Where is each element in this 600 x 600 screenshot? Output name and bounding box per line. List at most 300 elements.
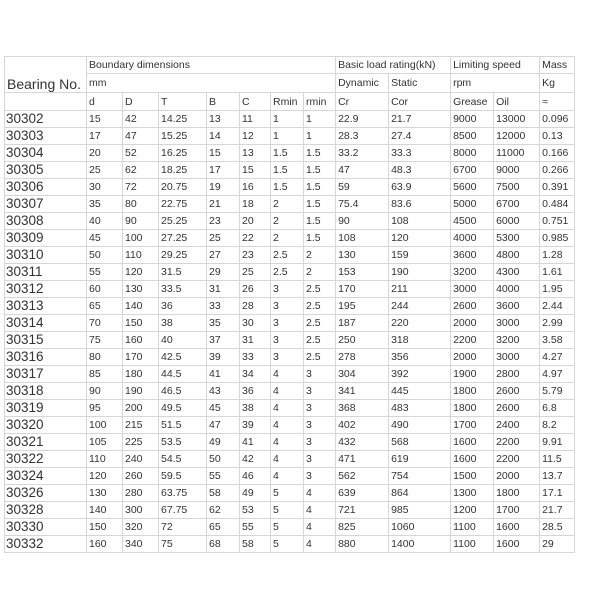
cell-Cr: 90: [336, 213, 389, 230]
cell-grease-speed: 1800: [451, 383, 494, 400]
cell-mass: 8.2: [540, 417, 575, 434]
cell-Cr: 153: [336, 264, 389, 281]
cell-d: 30: [87, 179, 123, 196]
cell-Rmin: 2: [271, 213, 304, 230]
cell-D: 130: [123, 281, 159, 298]
cell-oil-speed: 2600: [494, 400, 540, 417]
cell-rmin: 1.5: [304, 196, 336, 213]
table-row: [5, 519, 575, 536]
symbol-C: C: [240, 93, 271, 111]
cell-C: 41: [240, 434, 271, 451]
cell-Rmin: 3: [271, 315, 304, 332]
cell-B: 47: [207, 417, 240, 434]
cell-B: 58: [207, 485, 240, 502]
symbol-D: D: [123, 93, 159, 111]
cell-bearing-no: 30304: [5, 145, 87, 162]
cell-Rmin: 4: [271, 383, 304, 400]
cell-D: 170: [123, 349, 159, 366]
table-row: [5, 298, 575, 315]
cell-oil-speed: 7500: [494, 179, 540, 196]
cell-Rmin: 4: [271, 468, 304, 485]
cell-mass: 0.985: [540, 230, 575, 247]
symbol-oil: Oil: [494, 93, 540, 111]
cell-rmin: 3: [304, 468, 336, 485]
cell-Cor: 985: [389, 502, 451, 519]
cell-d: 40: [87, 213, 123, 230]
cell-bearing-no: 30332: [5, 536, 87, 553]
table-row: [5, 332, 575, 349]
cell-rmin: 3: [304, 451, 336, 468]
cell-T: 38: [159, 315, 207, 332]
table-row: [5, 536, 575, 553]
cell-oil-speed: 1600: [494, 519, 540, 536]
cell-Cr: 304: [336, 366, 389, 383]
cell-rmin: 2.5: [304, 281, 336, 298]
cell-Rmin: 4: [271, 451, 304, 468]
cell-Cor: 445: [389, 383, 451, 400]
cell-oil-speed: 2600: [494, 383, 540, 400]
cell-grease-speed: 2200: [451, 332, 494, 349]
cell-B: 27: [207, 247, 240, 264]
cell-T: 27.25: [159, 230, 207, 247]
cell-grease-speed: 1100: [451, 519, 494, 536]
cell-C: 34: [240, 366, 271, 383]
cell-Cr: 402: [336, 417, 389, 434]
cell-grease-speed: 3600: [451, 247, 494, 264]
cell-bearing-no: 30310: [5, 247, 87, 264]
cell-rmin: 3: [304, 366, 336, 383]
cell-rmin: 2.5: [304, 298, 336, 315]
cell-T: 63.75: [159, 485, 207, 502]
cell-rmin: 1.5: [304, 145, 336, 162]
cell-d: 80: [87, 349, 123, 366]
cell-C: 53: [240, 502, 271, 519]
cell-Cor: 220: [389, 315, 451, 332]
cell-C: 28: [240, 298, 271, 315]
cell-Cor: 864: [389, 485, 451, 502]
cell-B: 50: [207, 451, 240, 468]
cell-bearing-no: 30321: [5, 434, 87, 451]
cell-T: 36: [159, 298, 207, 315]
cell-C: 13: [240, 145, 271, 162]
symbol-Rmin: Rmin: [271, 93, 304, 111]
cell-mass: 0.266: [540, 162, 575, 179]
cell-Cr: 471: [336, 451, 389, 468]
cell-Rmin: 5: [271, 502, 304, 519]
cell-Cr: 170: [336, 281, 389, 298]
cell-Cor: 27.4: [389, 128, 451, 145]
cell-bearing-no: 30311: [5, 264, 87, 281]
cell-D: 90: [123, 213, 159, 230]
cell-D: 180: [123, 366, 159, 383]
cell-mass: 4.97: [540, 366, 575, 383]
cell-T: 14.25: [159, 111, 207, 128]
table-row: [5, 502, 575, 519]
cell-D: 340: [123, 536, 159, 553]
limiting-speed-header: Limiting speed: [451, 57, 540, 74]
cell-mass: 0.751: [540, 213, 575, 230]
cell-Cr: 130: [336, 247, 389, 264]
cell-oil-speed: 2200: [494, 451, 540, 468]
cell-D: 47: [123, 128, 159, 145]
cell-bearing-no: 30312: [5, 281, 87, 298]
cell-grease-speed: 5000: [451, 196, 494, 213]
cell-mass: 17.1: [540, 485, 575, 502]
cell-D: 150: [123, 315, 159, 332]
cell-C: 39: [240, 417, 271, 434]
cell-T: 29.25: [159, 247, 207, 264]
cell-rmin: 4: [304, 519, 336, 536]
cell-bearing-no: 30302: [5, 111, 87, 128]
cell-rmin: 1.5: [304, 179, 336, 196]
cell-T: 59.5: [159, 468, 207, 485]
cell-oil-speed: 1700: [494, 502, 540, 519]
boundary-unit: mm: [87, 74, 336, 93]
cell-d: 140: [87, 502, 123, 519]
cell-bearing-no: 30303: [5, 128, 87, 145]
cell-bearing-no: 30320: [5, 417, 87, 434]
table-row: [5, 451, 575, 468]
symbol-d: d: [87, 93, 123, 111]
cell-oil-speed: 3200: [494, 332, 540, 349]
cell-d: 15: [87, 111, 123, 128]
cell-bearing-no: 30326: [5, 485, 87, 502]
cell-T: 33.5: [159, 281, 207, 298]
cell-grease-speed: 4000: [451, 230, 494, 247]
cell-Cr: 432: [336, 434, 389, 451]
cell-oil-speed: 1800: [494, 485, 540, 502]
cell-Cr: 880: [336, 536, 389, 553]
table-row: [5, 213, 575, 230]
cell-B: 68: [207, 536, 240, 553]
cell-rmin: 2: [304, 264, 336, 281]
cell-Cor: 490: [389, 417, 451, 434]
cell-B: 23: [207, 213, 240, 230]
cell-rmin: 2: [304, 247, 336, 264]
cell-oil-speed: 4300: [494, 264, 540, 281]
cell-B: 49: [207, 434, 240, 451]
cell-T: 31.5: [159, 264, 207, 281]
cell-grease-speed: 2000: [451, 315, 494, 332]
cell-Cor: 244: [389, 298, 451, 315]
cell-mass: 0.096: [540, 111, 575, 128]
cell-Cr: 22.9: [336, 111, 389, 128]
cell-B: 45: [207, 400, 240, 417]
cell-B: 39: [207, 349, 240, 366]
table-row: [5, 179, 575, 196]
cell-D: 120: [123, 264, 159, 281]
cell-oil-speed: 4800: [494, 247, 540, 264]
cell-grease-speed: 1600: [451, 451, 494, 468]
cell-Cr: 195: [336, 298, 389, 315]
cell-Cr: 721: [336, 502, 389, 519]
symbol-B: B: [207, 93, 240, 111]
cell-Rmin: 3: [271, 298, 304, 315]
cell-grease-speed: 9000: [451, 111, 494, 128]
cell-d: 120: [87, 468, 123, 485]
cell-C: 38: [240, 400, 271, 417]
cell-d: 160: [87, 536, 123, 553]
cell-d: 75: [87, 332, 123, 349]
cell-d: 110: [87, 451, 123, 468]
cell-mass: 0.13: [540, 128, 575, 145]
cell-grease-speed: 6700: [451, 162, 494, 179]
cell-rmin: 3: [304, 383, 336, 400]
cell-rmin: 2.5: [304, 332, 336, 349]
cell-bearing-no: 30318: [5, 383, 87, 400]
cell-bearing-no: 30324: [5, 468, 87, 485]
cell-Rmin: 2: [271, 230, 304, 247]
cell-rmin: 1.5: [304, 162, 336, 179]
cell-Cr: 28.3: [336, 128, 389, 145]
cell-Cr: 187: [336, 315, 389, 332]
cell-B: 14: [207, 128, 240, 145]
cell-Cor: 392: [389, 366, 451, 383]
cell-Rmin: 1: [271, 111, 304, 128]
cell-rmin: 4: [304, 485, 336, 502]
cell-oil-speed: 3600: [494, 298, 540, 315]
cell-B: 21: [207, 196, 240, 213]
cell-D: 320: [123, 519, 159, 536]
cell-d: 17: [87, 128, 123, 145]
cell-bearing-no: 30313: [5, 298, 87, 315]
table-row: [5, 281, 575, 298]
cell-mass: 13.7: [540, 468, 575, 485]
cell-B: 15: [207, 145, 240, 162]
cell-Cor: 48.3: [389, 162, 451, 179]
cell-D: 240: [123, 451, 159, 468]
cell-rmin: 4: [304, 502, 336, 519]
header-row-units: [5, 74, 575, 93]
cell-D: 72: [123, 179, 159, 196]
cell-rmin: 3: [304, 434, 336, 451]
cell-B: 17: [207, 162, 240, 179]
cell-T: 53.5: [159, 434, 207, 451]
cell-grease-speed: 1600: [451, 434, 494, 451]
cell-mass: 6.8: [540, 400, 575, 417]
cell-oil-speed: 2800: [494, 366, 540, 383]
cell-mass: 2.44: [540, 298, 575, 315]
cell-Cr: 108: [336, 230, 389, 247]
cell-Cor: 1400: [389, 536, 451, 553]
cell-B: 37: [207, 332, 240, 349]
cell-B: 55: [207, 468, 240, 485]
cell-d: 100: [87, 417, 123, 434]
cell-Rmin: 1.5: [271, 145, 304, 162]
cell-B: 65: [207, 519, 240, 536]
cell-D: 260: [123, 468, 159, 485]
cell-Cor: 159: [389, 247, 451, 264]
cell-T: 49.5: [159, 400, 207, 417]
cell-C: 55: [240, 519, 271, 536]
cell-d: 85: [87, 366, 123, 383]
cell-grease-speed: 1700: [451, 417, 494, 434]
cell-d: 150: [87, 519, 123, 536]
cell-d: 20: [87, 145, 123, 162]
cell-bearing-no: 30314: [5, 315, 87, 332]
cell-oil-speed: 13000: [494, 111, 540, 128]
cell-T: 72: [159, 519, 207, 536]
cell-mass: 5.79: [540, 383, 575, 400]
symbol-grease: Grease: [451, 93, 494, 111]
cell-B: 41: [207, 366, 240, 383]
cell-C: 58: [240, 536, 271, 553]
cell-Cr: 33.2: [336, 145, 389, 162]
cell-mass: 0.166: [540, 145, 575, 162]
cell-oil-speed: 2200: [494, 434, 540, 451]
cell-d: 105: [87, 434, 123, 451]
cell-oil-speed: 12000: [494, 128, 540, 145]
cell-D: 300: [123, 502, 159, 519]
cell-grease-speed: 1200: [451, 502, 494, 519]
bearing-spec-table: [4, 56, 575, 553]
cell-oil-speed: 4000: [494, 281, 540, 298]
cell-d: 25: [87, 162, 123, 179]
dynamic-label: Dynamic: [336, 74, 389, 93]
cell-rmin: 3: [304, 400, 336, 417]
cell-C: 46: [240, 468, 271, 485]
cell-oil-speed: 2400: [494, 417, 540, 434]
cell-rmin: 4: [304, 536, 336, 553]
cell-C: 22: [240, 230, 271, 247]
cell-oil-speed: 6000: [494, 213, 540, 230]
table-row: [5, 349, 575, 366]
table-row: [5, 366, 575, 383]
cell-d: 55: [87, 264, 123, 281]
cell-Cor: 568: [389, 434, 451, 451]
cell-Rmin: 4: [271, 366, 304, 383]
cell-Rmin: 1: [271, 128, 304, 145]
cell-Cor: 120: [389, 230, 451, 247]
cell-Rmin: 4: [271, 417, 304, 434]
cell-bearing-no: 30309: [5, 230, 87, 247]
bearing-no-header: Bearing No.: [5, 57, 87, 93]
cell-grease-speed: 4500: [451, 213, 494, 230]
table-row: [5, 128, 575, 145]
cell-D: 190: [123, 383, 159, 400]
cell-Cor: 356: [389, 349, 451, 366]
cell-T: 25.25: [159, 213, 207, 230]
cell-grease-speed: 2000: [451, 349, 494, 366]
cell-T: 16.25: [159, 145, 207, 162]
table-row: [5, 383, 575, 400]
cell-grease-speed: 8000: [451, 145, 494, 162]
cell-C: 30: [240, 315, 271, 332]
cell-T: 46.5: [159, 383, 207, 400]
cell-bearing-no: 30328: [5, 502, 87, 519]
table-row: [5, 417, 575, 434]
cell-d: 50: [87, 247, 123, 264]
cell-Cr: 368: [336, 400, 389, 417]
cell-grease-speed: 8500: [451, 128, 494, 145]
cell-oil-speed: 2000: [494, 468, 540, 485]
cell-Cor: 108: [389, 213, 451, 230]
cell-oil-speed: 11000: [494, 145, 540, 162]
cell-mass: 2.99: [540, 315, 575, 332]
cell-grease-speed: 2600: [451, 298, 494, 315]
cell-C: 26: [240, 281, 271, 298]
cell-d: 35: [87, 196, 123, 213]
cell-mass: 1.95: [540, 281, 575, 298]
cell-d: 90: [87, 383, 123, 400]
cell-d: 65: [87, 298, 123, 315]
cell-Rmin: 3: [271, 281, 304, 298]
mass-header: Mass: [540, 57, 575, 74]
cell-bearing-no: 30307: [5, 196, 87, 213]
cell-Cor: 21.7: [389, 111, 451, 128]
cell-Cor: 63.9: [389, 179, 451, 196]
cell-grease-speed: 3200: [451, 264, 494, 281]
cell-D: 200: [123, 400, 159, 417]
cell-Rmin: 5: [271, 485, 304, 502]
boundary-dimensions-header: Boundary dimensions: [87, 57, 336, 74]
cell-grease-speed: 1100: [451, 536, 494, 553]
speed-unit: rpm: [451, 74, 540, 93]
cell-T: 67.75: [159, 502, 207, 519]
cell-Cor: 318: [389, 332, 451, 349]
cell-Rmin: 3: [271, 349, 304, 366]
cell-Rmin: 5: [271, 519, 304, 536]
cell-grease-speed: 1800: [451, 400, 494, 417]
cell-D: 215: [123, 417, 159, 434]
cell-mass: 9.91: [540, 434, 575, 451]
cell-oil-speed: 1600: [494, 536, 540, 553]
cell-rmin: 1: [304, 128, 336, 145]
cell-Cr: 278: [336, 349, 389, 366]
cell-rmin: 2.5: [304, 315, 336, 332]
cell-Cor: 483: [389, 400, 451, 417]
cell-Cr: 250: [336, 332, 389, 349]
cell-d: 60: [87, 281, 123, 298]
cell-mass: 3.58: [540, 332, 575, 349]
cell-D: 110: [123, 247, 159, 264]
cell-rmin: 1.5: [304, 230, 336, 247]
table-row: [5, 247, 575, 264]
cell-B: 62: [207, 502, 240, 519]
cell-mass: 4.27: [540, 349, 575, 366]
cell-Rmin: 4: [271, 400, 304, 417]
cell-bearing-no: 30322: [5, 451, 87, 468]
basic-load-rating-header: Basic load rating(kN): [336, 57, 451, 74]
cell-bearing-no: 30306: [5, 179, 87, 196]
cell-B: 25: [207, 230, 240, 247]
table-body: [5, 57, 575, 553]
cell-rmin: 2.5: [304, 349, 336, 366]
cell-B: 13: [207, 111, 240, 128]
symbol-Cor: Cor: [389, 93, 451, 111]
cell-Rmin: 1.5: [271, 162, 304, 179]
cell-mass: 1.28: [540, 247, 575, 264]
cell-oil-speed: 6700: [494, 196, 540, 213]
cell-Cor: 190: [389, 264, 451, 281]
cell-Rmin: 2: [271, 196, 304, 213]
cell-oil-speed: 3000: [494, 349, 540, 366]
table-row: [5, 230, 575, 247]
mass-unit: Kg: [540, 74, 575, 93]
cell-C: 23: [240, 247, 271, 264]
cell-T: 44.5: [159, 366, 207, 383]
header-row-groups: [5, 57, 575, 74]
cell-B: 33: [207, 298, 240, 315]
table-row: [5, 111, 575, 128]
symbol-approx: ≈: [540, 93, 575, 111]
cell-D: 160: [123, 332, 159, 349]
cell-grease-speed: 5600: [451, 179, 494, 196]
cell-bearing-no: 30305: [5, 162, 87, 179]
table-row: [5, 434, 575, 451]
cell-T: 51.5: [159, 417, 207, 434]
cell-C: 31: [240, 332, 271, 349]
